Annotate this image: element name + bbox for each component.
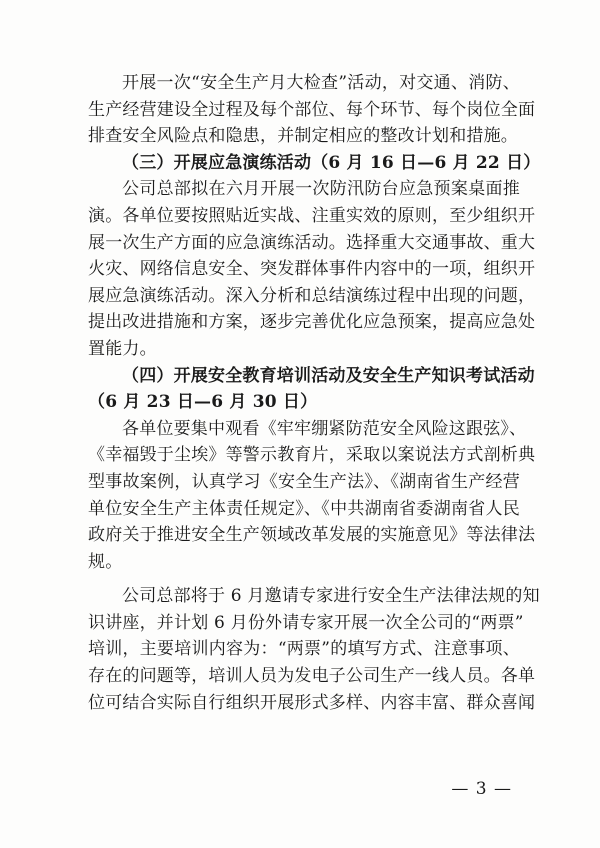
text-line: 各单位要集中观看《牢牢绷紧防范安全风险这跟弦》、 [122, 418, 527, 439]
text-line: 《幸福毁于尘埃》等警示教育片，采取以案说法方式剖析典 [88, 445, 536, 466]
text-line: 存在的问题等，培训人员为发电子公司生产一线人员。各单 [88, 666, 536, 687]
section-4-paragraph-2 [88, 583, 540, 716]
text-line: 单位安全生产主体责任规定》、《中共湖南省委湖南省人民 [88, 498, 520, 519]
text-line: 提出改进措施和方案，逐步完善优化应急预案，提高应急处 [88, 312, 536, 333]
intro-paragraph [88, 70, 536, 150]
paragraph-spacer [88, 575, 520, 583]
text-line: 展一次生产方面的应急演练活动。选择重大交通事故、重大 [88, 232, 536, 253]
heading-line: （三）开展应急演练活动（6 月 16 日—6 月 22 日） [122, 152, 541, 173]
text-line: 规。 [88, 551, 123, 572]
text-line: 公司总部拟在六月开展一次防汛防台应急预案桌面推 [122, 179, 520, 200]
text-line: 演。各单位要按照贴近实战、注重实效的原则，至少组织开 [88, 205, 536, 226]
text-line: 火灾、网络信息安全、突发群体事件内容中的一项，组织开 [88, 259, 536, 280]
text-line: 型事故案例，认真学习《安全生产法》、《湖南省生产经营 [88, 471, 520, 492]
text-line: 培训，主要培训内容为：“两票”的填写方式、注意事项、 [88, 639, 520, 660]
section-3-heading [88, 150, 541, 177]
text-line: 开展一次“安全生产月大检查”活动，对交通、消防、 [122, 73, 520, 93]
text-line: 位可结合实际自行组织开展形式多样、内容丰富、群众喜闻 [88, 692, 536, 713]
text-line: 生产经营建设全过程及每个部位、每个环节、每个岗位全面 [88, 99, 536, 120]
text-line: 识讲座，并计划 6 月份外请专家开展一次全公司的“两票” [88, 612, 524, 633]
text-line: 政府关于推进安全生产领域改革发展的实施意见》等法律法 [88, 525, 536, 546]
text-line: 排查安全风险点和隐患，并制定相应的整改计划和措施。 [88, 126, 518, 147]
section-4-heading [88, 363, 535, 416]
text-line: 置能力。 [88, 338, 157, 359]
section-3-paragraph [88, 176, 536, 362]
heading-line: （四）开展安全教育培训活动及安全生产知识考试活动 [122, 365, 535, 386]
section-4-paragraph-1 [88, 416, 536, 576]
heading-line: （6 月 23 日—6 月 30 日） [88, 392, 318, 413]
page-number: — 3 — [451, 779, 512, 799]
document-body [88, 70, 541, 716]
text-line: 公司总部将于 6 月邀请专家进行安全生产法律法规的知 [122, 586, 540, 607]
text-line: 展应急演练活动。深入分析和总结演练过程中出现的问题， [88, 285, 536, 306]
